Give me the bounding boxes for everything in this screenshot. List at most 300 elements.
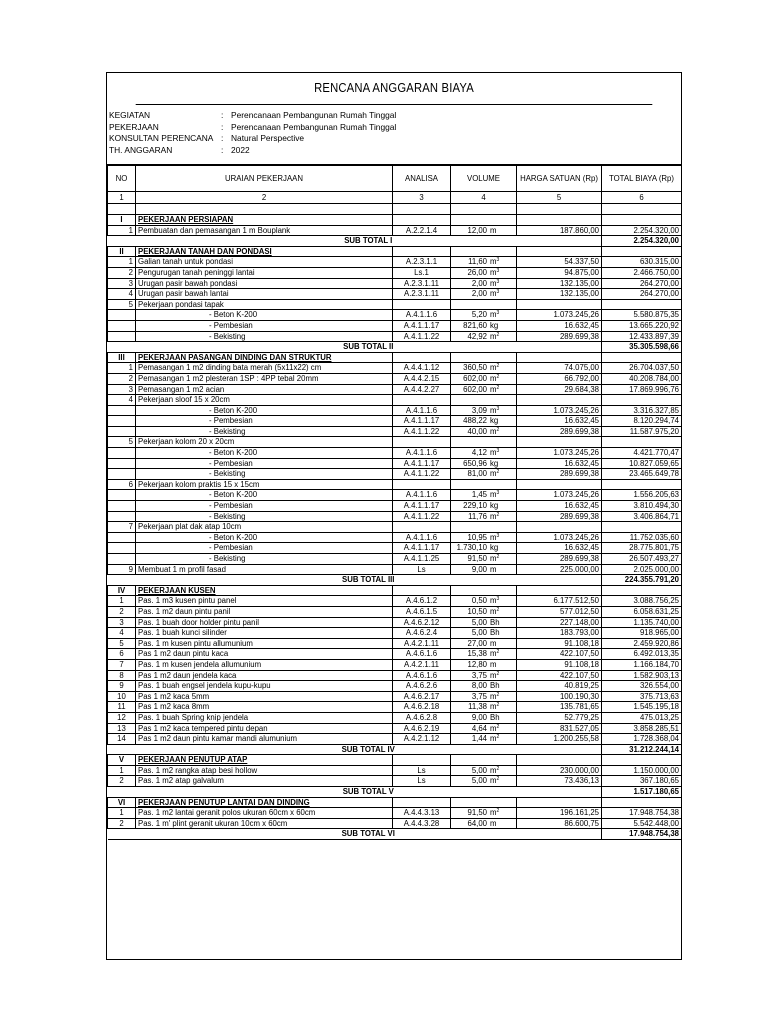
item-number: 2: [108, 267, 136, 278]
unit-text: m: [490, 331, 497, 341]
volume-unit: [487, 469, 508, 479]
unit-text: m: [490, 723, 497, 733]
volume-unit: [487, 490, 508, 500]
unit-text: Bh: [490, 712, 500, 722]
item-volume: [451, 299, 517, 310]
item-total: [602, 522, 682, 533]
item-number: 4: [108, 289, 136, 300]
item-analisa: A.2.3.1.11: [393, 278, 451, 289]
item-unit-price: [517, 479, 602, 490]
item-description: Membuat 1 m profil fasad: [136, 564, 393, 575]
item-analisa: A.4.6.2.18: [393, 702, 451, 713]
item-description: Pas. 1 m2 atap galvalum: [136, 776, 393, 787]
item-number: 9: [108, 681, 136, 692]
section-header-row: [108, 246, 682, 257]
volume-unit: [487, 671, 508, 681]
item-total: 26.507.493,27: [602, 554, 682, 565]
unit-text: m: [490, 734, 497, 744]
table-row: [108, 458, 682, 469]
volume-unit: [487, 257, 508, 267]
volume-value: 12,80: [467, 659, 487, 669]
item-number: [108, 554, 136, 565]
table-row: [108, 479, 682, 490]
item-number: 6: [108, 649, 136, 660]
unit-exponent: 2: [496, 331, 500, 338]
empty-cell: [602, 215, 682, 226]
item-number: 3: [108, 384, 136, 395]
item-volume: [451, 543, 517, 554]
volume-unit: [487, 427, 508, 437]
item-volume: [451, 691, 517, 702]
item-total: 1.166.184,70: [602, 659, 682, 670]
budget-table: [107, 165, 682, 840]
empty-cell: [393, 204, 451, 215]
empty-cell: [451, 215, 517, 226]
empty-cell: [451, 755, 517, 766]
table-row: [108, 310, 682, 321]
item-volume: [451, 818, 517, 829]
unit-text: kg: [490, 416, 499, 426]
item-analisa: A.4.1.1.17: [393, 543, 451, 554]
item-unit-price: 1.073.245,26: [517, 532, 602, 543]
header-harga: HARGA SATUAN (Rp): [517, 166, 602, 192]
volume-value: 602,00: [463, 373, 487, 383]
volume-value: 81,00: [467, 469, 487, 479]
table-row: [108, 734, 682, 745]
unit-exponent: 2: [496, 702, 500, 709]
item-total: 2.025.000,00: [602, 564, 682, 575]
item-unit-price: 100.190,30: [517, 691, 602, 702]
column-number-row: [108, 192, 682, 204]
table-row: [108, 522, 682, 533]
volume-unit: [487, 776, 508, 786]
table-row: [108, 776, 682, 787]
item-volume: [451, 384, 517, 395]
subtotal-label: SUB TOTAL II: [136, 342, 602, 353]
section-header-row: [108, 215, 682, 226]
item-description: Pemasangan 1 m2 acian: [136, 384, 393, 395]
volume-value: 2,00: [471, 278, 487, 288]
item-number: [108, 501, 136, 512]
item-analisa: A.4.1.1.6: [393, 532, 451, 543]
unit-text: m: [490, 257, 497, 267]
item-number: 1: [108, 363, 136, 374]
item-total: 2.466.750,00: [602, 267, 682, 278]
section-header-row: [108, 797, 682, 808]
table-row: [108, 511, 682, 522]
info-label: KEGIATAN: [109, 110, 151, 120]
subtotal-label: SUB TOTAL IV: [136, 744, 602, 755]
item-analisa: A.4.4.2.27: [393, 384, 451, 395]
item-volume: [451, 373, 517, 384]
volume-value: 1,45: [471, 490, 487, 500]
table-row: [108, 320, 682, 331]
item-analisa: A.4.1.1.17: [393, 416, 451, 427]
item-total: 326.554,00: [602, 681, 682, 692]
subtotal-value: 2.254.320,00: [602, 236, 682, 247]
unit-text: m: [490, 532, 497, 542]
table-row: [108, 617, 682, 628]
item-number: 3: [108, 278, 136, 289]
info-row: [107, 122, 681, 134]
item-number: 11: [108, 702, 136, 713]
item-unit-price: 577.012,50: [517, 606, 602, 617]
info-value: Natural Perspective: [231, 133, 305, 143]
empty-cell: [393, 246, 451, 257]
item-unit-price: [517, 522, 602, 533]
info-value: Perencanaan Pembangunan Rumah Tinggal: [231, 110, 397, 120]
subtotal-value: 31.212.244,14: [602, 744, 682, 755]
table-row: [108, 818, 682, 829]
item-analisa: A.4.6.1.6: [393, 649, 451, 660]
table-row: [108, 765, 682, 776]
item-total: 8.120.294,74: [602, 416, 682, 427]
item-total: 6.492.013,35: [602, 649, 682, 660]
item-analisa: A.4.1.1.22: [393, 426, 451, 437]
item-analisa: A.4.2.1.12: [393, 734, 451, 745]
unit-exponent: 2: [496, 426, 500, 433]
item-description: - Beton K-200: [136, 532, 393, 543]
item-description: Pekerjaan kolom praktis 15 x 15cm: [136, 479, 393, 490]
table-row: [108, 289, 682, 300]
volume-unit: [487, 649, 508, 659]
unit-exponent: 2: [496, 776, 500, 783]
item-analisa: A.4.4.3.13: [393, 808, 451, 819]
volume-unit: [487, 226, 508, 236]
item-description: Pas. 1 m' plint geranit ukuran 10cm x 60cm: [136, 818, 393, 829]
item-analisa: A.4.1.1.17: [393, 501, 451, 512]
item-unit-price: [517, 299, 602, 310]
item-total: 17.869.996,76: [602, 384, 682, 395]
empty-cell: [602, 797, 682, 808]
volume-unit: [487, 819, 508, 829]
item-unit-price: 1.073.245,26: [517, 490, 602, 501]
section-title: PEKERJAAN TANAH DAN PONDASI: [136, 246, 393, 257]
unit-text: m: [490, 405, 497, 415]
unit-exponent: 2: [496, 765, 500, 772]
subtotal-label: SUB TOTAL I: [136, 236, 602, 247]
empty-cell: [393, 585, 451, 596]
item-total: 630.315,00: [602, 257, 682, 268]
subtotal-label: SUB TOTAL VI: [136, 829, 602, 840]
volume-unit: [487, 310, 508, 320]
unit-exponent: 3: [496, 267, 500, 274]
unit-exponent: 2: [496, 363, 500, 370]
item-volume: [451, 776, 517, 787]
volume-value: 91,50: [467, 554, 487, 563]
empty-cell: [517, 755, 602, 766]
item-description: Pas. 1 buah Spring knip jendela: [136, 712, 393, 723]
item-number: 14: [108, 734, 136, 745]
empty-cell: [602, 352, 682, 363]
unit-text: m: [490, 426, 497, 436]
item-volume: [451, 628, 517, 639]
item-analisa: [393, 395, 451, 406]
info-sep: :: [221, 133, 224, 143]
subtotal-value: 224.355.791,20: [602, 575, 682, 586]
empty-cell: [108, 236, 136, 247]
item-volume: [451, 437, 517, 448]
volume-unit: [487, 628, 508, 638]
item-volume: [451, 448, 517, 459]
volume-value: 4,64: [471, 723, 487, 733]
volume-unit: [487, 543, 508, 553]
item-description: Pas. 1 buah engsel jendela kupu-kupu: [136, 681, 393, 692]
unit-exponent: 2: [496, 554, 500, 560]
unit-exponent: 2: [496, 691, 500, 698]
item-number: 7: [108, 522, 136, 533]
item-total: 3.316.327,85: [602, 405, 682, 416]
info-value: Perencanaan Pembangunan Rumah Tinggal: [231, 121, 397, 132]
rab-sheet: [106, 72, 682, 960]
volume-value: 10,95: [467, 532, 487, 542]
item-total: 1.545.195,18: [602, 702, 682, 713]
unit-exponent: 2: [496, 808, 500, 815]
item-volume: [451, 490, 517, 501]
volume-value: 5,20: [471, 310, 487, 320]
info-sep: :: [221, 110, 224, 120]
item-total: 475.013,25: [602, 712, 682, 723]
item-analisa: A.4.6.2.19: [393, 723, 451, 734]
empty-cell: [108, 744, 136, 755]
item-volume: [451, 331, 517, 342]
header-no: NO: [108, 166, 136, 192]
item-number: [108, 532, 136, 543]
empty-cell: [451, 204, 517, 215]
volume-value: 11,60: [468, 257, 487, 267]
unit-exponent: 2: [496, 511, 500, 518]
item-description: Pemasangan 1 m2 plesteran 1SP : 4PP tebal 20mm: [136, 373, 393, 384]
subtotal-value: 1.517.180,65: [602, 787, 682, 798]
table-row: [108, 278, 682, 289]
info-label: KONSULTAN PERENCANA: [109, 133, 214, 143]
subtotal-row: [108, 236, 682, 247]
volume-value: 5,00: [471, 628, 487, 638]
item-volume: [451, 267, 517, 278]
table-row: [108, 426, 682, 437]
item-analisa: A.4.6.1.6: [393, 670, 451, 681]
volume-value: 11,76: [468, 511, 487, 521]
item-unit-price: [517, 437, 602, 448]
item-unit-price: 1.073.245,26: [517, 448, 602, 459]
unit-text: m: [490, 649, 497, 659]
item-analisa: A.4.1.1.6: [393, 448, 451, 459]
table-row: [108, 606, 682, 617]
unit-text: m: [490, 670, 497, 680]
item-volume: [451, 702, 517, 713]
empty-cell: [451, 585, 517, 596]
table-row: [108, 723, 682, 734]
item-unit-price: 1.200.255,58: [517, 734, 602, 745]
item-total: 2.254.320,00: [602, 225, 682, 236]
item-analisa: Ls: [393, 776, 451, 787]
item-analisa: A.4.1.1.25: [393, 554, 451, 565]
item-number: 9: [108, 564, 136, 575]
item-unit-price: 40.819,25: [517, 681, 602, 692]
item-description: Pas 1 m2 kaca 5mm: [136, 691, 393, 702]
item-analisa: A.4.6.2.12: [393, 617, 451, 628]
item-unit-price: 91.108,18: [517, 659, 602, 670]
item-description: Pas. 1 m2 lantai geranit polos ukuran 60cm x 60cm: [136, 808, 393, 819]
item-unit-price: 16.632,45: [517, 501, 602, 512]
empty-cell: [517, 204, 602, 215]
empty-cell: [451, 352, 517, 363]
project-info: [107, 105, 681, 165]
item-unit-price: 66.792,00: [517, 373, 602, 384]
unit-text: kg: [490, 501, 499, 511]
item-description: - Beton K-200: [136, 310, 393, 321]
empty-cell: [108, 342, 136, 353]
item-analisa: A.4.2.1.11: [393, 638, 451, 649]
unit-exponent: 2: [496, 384, 500, 391]
unit-exponent: 3: [496, 310, 500, 317]
subtotal-label: SUB TOTAL III: [136, 575, 602, 586]
item-volume: [451, 554, 517, 565]
item-description: Pekerjaan kolom 20 x 20cm: [136, 437, 393, 448]
info-sep: :: [221, 144, 224, 155]
unit-text: m: [490, 278, 497, 288]
volume-unit: [487, 702, 508, 712]
volume-unit: [487, 734, 508, 744]
item-description: Pas. 1 m2 daun pintu panil: [136, 606, 393, 617]
item-total: 28.775.801,75: [602, 543, 682, 554]
item-number: 1: [108, 596, 136, 607]
item-number: 4: [108, 628, 136, 639]
unit-text: m: [490, 564, 497, 574]
table-row: [108, 384, 682, 395]
volume-value: 229,10: [463, 501, 487, 511]
item-volume: [451, 395, 517, 406]
volume-unit: [487, 607, 508, 617]
item-number: 1: [108, 765, 136, 776]
unit-exponent: 2: [496, 670, 500, 677]
column-number: 3: [393, 192, 451, 204]
item-unit-price: 289.699,38: [517, 554, 602, 565]
item-analisa: A.4.1.1.22: [393, 469, 451, 480]
volume-value: 42,92: [467, 331, 487, 341]
volume-unit: [487, 681, 508, 691]
item-unit-price: 289.699,38: [517, 469, 602, 480]
item-description: Pekerjaan pondasi tapak: [136, 299, 393, 310]
volume-unit: [487, 279, 508, 289]
unit-text: m: [490, 808, 497, 818]
item-volume: [451, 670, 517, 681]
unit-text: m: [490, 267, 497, 277]
item-number: 10: [108, 691, 136, 702]
unit-exponent: 2: [496, 373, 500, 380]
item-analisa: A.2.2.1.4: [393, 225, 451, 236]
unit-exponent: 3: [496, 532, 500, 539]
item-unit-price: 422.107,50: [517, 649, 602, 660]
unit-text: m: [490, 511, 497, 521]
item-number: [108, 490, 136, 501]
item-description: Pemasangan 1 m2 dinding bata merah (5x11x22) cm: [136, 363, 393, 374]
item-total: 264.270,00: [602, 289, 682, 300]
section-title: PEKERJAAN PERSIAPAN: [136, 215, 393, 226]
item-unit-price: 91.108,18: [517, 638, 602, 649]
item-unit-price: 1.073.245,26: [517, 310, 602, 321]
unit-text: m: [490, 310, 497, 320]
unit-text: m: [490, 638, 497, 648]
subtotal-row: [108, 342, 682, 353]
unit-text: m: [490, 702, 497, 712]
table-row: [108, 596, 682, 607]
section-header-row: [108, 585, 682, 596]
item-unit-price: 74.075,00: [517, 363, 602, 374]
table-row: [108, 373, 682, 384]
item-analisa: [393, 437, 451, 448]
volume-unit: [487, 416, 508, 426]
item-number: 5: [108, 299, 136, 310]
item-unit-price: 16.632,45: [517, 320, 602, 331]
empty-cell: [393, 215, 451, 226]
volume-unit: [487, 459, 508, 469]
item-total: [602, 395, 682, 406]
empty-cell: [451, 797, 517, 808]
item-number: 4: [108, 395, 136, 406]
table-row: [108, 532, 682, 543]
empty-cell: [517, 246, 602, 257]
unit-text: m: [490, 659, 497, 669]
unit-text: m: [490, 765, 497, 775]
volume-value: 15,38: [467, 649, 487, 659]
item-volume: [451, 501, 517, 512]
item-analisa: Ls.1: [393, 267, 451, 278]
volume-unit: [487, 596, 508, 606]
item-total: 5.580.875,35: [602, 310, 682, 321]
info-value: 2022: [231, 144, 250, 155]
item-number: [108, 416, 136, 427]
empty-cell: [108, 787, 136, 798]
item-description: Pembuatan dan pemasangan 1 m Bouplank: [136, 225, 393, 236]
item-number: 2: [108, 373, 136, 384]
item-unit-price: 16.632,45: [517, 416, 602, 427]
item-description: Pas. 1 m kusen jendela allumunium: [136, 659, 393, 670]
item-unit-price: 422.107,50: [517, 670, 602, 681]
item-description: Pas. 1 buah kunci silinder: [136, 628, 393, 639]
unit-text: m: [490, 373, 497, 383]
item-total: 3.406.864,71: [602, 511, 682, 522]
item-unit-price: 16.632,45: [517, 543, 602, 554]
unit-text: m: [490, 818, 497, 828]
item-total: 2.459.920,86: [602, 638, 682, 649]
unit-exponent: 3: [496, 405, 500, 412]
unit-text: m: [490, 448, 497, 458]
empty-cell: [602, 246, 682, 257]
item-total: 10.827.059,65: [602, 458, 682, 469]
item-total: 3.088.756,25: [602, 596, 682, 607]
item-volume: [451, 511, 517, 522]
item-number: [108, 448, 136, 459]
item-description: Pas. 1 m3 kusen pintu panel: [136, 596, 393, 607]
unit-text: Bh: [490, 681, 500, 691]
volume-value: 602,00: [463, 384, 487, 394]
table-row: [108, 564, 682, 575]
info-row: [107, 145, 681, 157]
column-number: 5: [517, 192, 602, 204]
table-row: [108, 808, 682, 819]
volume-unit: [487, 554, 508, 564]
volume-unit: [487, 692, 508, 702]
item-description: - Pembesian: [136, 416, 393, 427]
empty-cell: [517, 215, 602, 226]
unit-exponent: 3: [496, 257, 500, 264]
item-analisa: A.4.4.1.12: [393, 363, 451, 374]
unit-exponent: 3: [496, 289, 500, 296]
volume-value: 27,00: [467, 638, 487, 648]
item-unit-price: 1.073.245,26: [517, 405, 602, 416]
item-description: Urugan pasir bawah lantai: [136, 289, 393, 300]
